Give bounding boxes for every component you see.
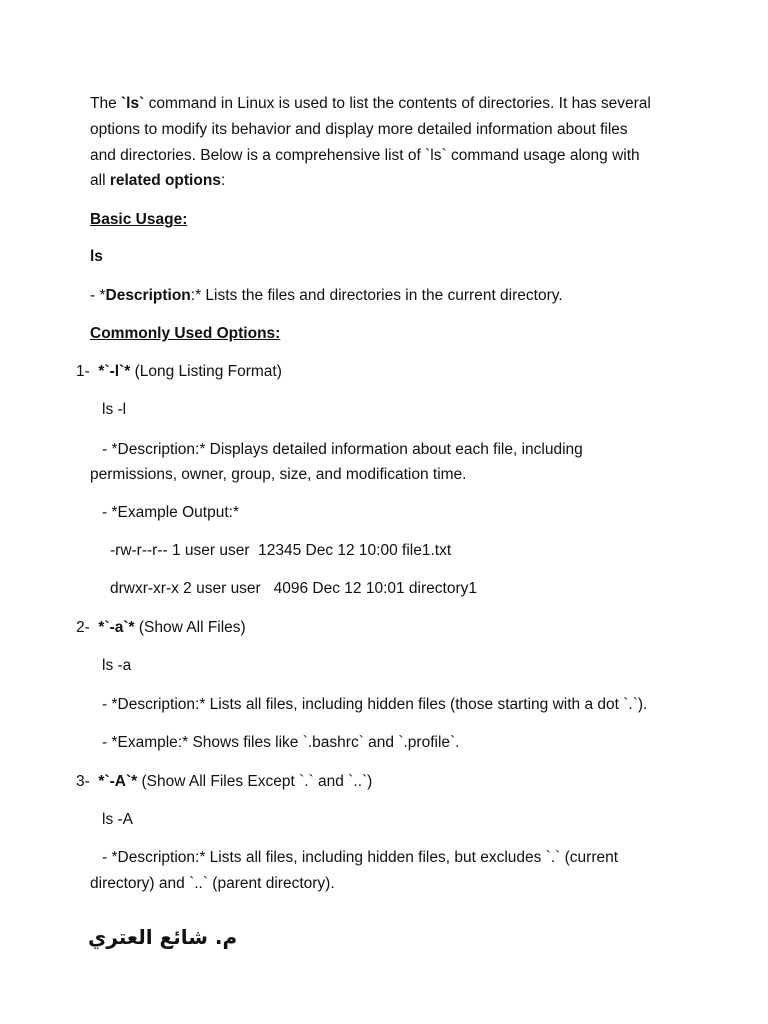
option-description-2: - *Description:* Lists all files, including hidden files (those starting with a dot `.`). [102,696,648,713]
related-options-emphasis: related options [109,172,221,189]
author-signature: م. شائع العتري [88,925,238,949]
basic-usage-heading: Basic Usage: [90,211,188,228]
example-output-line-1: -rw-r--r-- 1 user user 12345 Dec 12 10:00 file1.txt [110,542,452,559]
option-command-2: ls -a [102,657,132,674]
intro-text: : [220,172,226,189]
option-command-1: ls -l [102,401,127,418]
option-number: 3- [76,773,90,790]
example-output-line-2: drwxr-xr-x 2 user user 4096 Dec 12 10:01 directory1 [110,580,477,597]
option-description-3-line-1: - *Description:* Lists all files, including hidden files, but excludes `.` (current [102,849,619,866]
option-example-2: - *Example:* Shows files like `.bashrc` and `.profile`. [102,734,460,751]
option-description-1-line-1: - *Description:* Displays detailed information about each file, including [102,441,583,458]
intro-line-3: and directories. Below is a comprehensive list of `ls` command usage along with [90,147,640,164]
example-output-label: - *Example Output:* [102,504,239,521]
option-heading-1 [76,362,282,382]
option-title: (Show All Files Except `.` and `..`) [137,773,373,790]
basic-command: ls [90,248,103,265]
option-flag: *`-l`* [98,363,131,380]
option-title: (Long Listing Format) [130,363,282,380]
desc-label: Description [105,287,191,304]
basic-description [90,286,563,306]
intro-text: all [90,172,110,189]
option-heading-2 [76,618,246,638]
intro-line-1 [90,94,651,114]
option-number: 2- [76,619,90,636]
desc-prefix: - * [90,287,106,304]
option-title: (Show All Files) [134,619,246,636]
option-flag: *`-a`* [98,619,135,636]
option-number: 1- [76,363,90,380]
option-description-3-line-2: directory) and `..` (parent directory). [90,875,335,892]
option-command-3: ls -A [102,811,133,828]
common-options-heading: Commonly Used Options: [90,325,281,342]
intro-line-4 [90,171,225,191]
option-flag: *`-A`* [98,773,138,790]
option-description-1-line-2: permissions, owner, group, size, and modification time. [90,466,467,483]
option-heading-3 [76,772,372,792]
desc-text: :* Lists the files and directories in the current directory. [190,287,563,304]
ls-inline-code: `ls` [121,95,145,112]
intro-line-2: options to modify its behavior and display more detailed information about files [90,121,628,138]
intro-text: The [90,95,122,112]
intro-text: command in Linux is used to list the contents of directories. It has several [144,95,651,112]
